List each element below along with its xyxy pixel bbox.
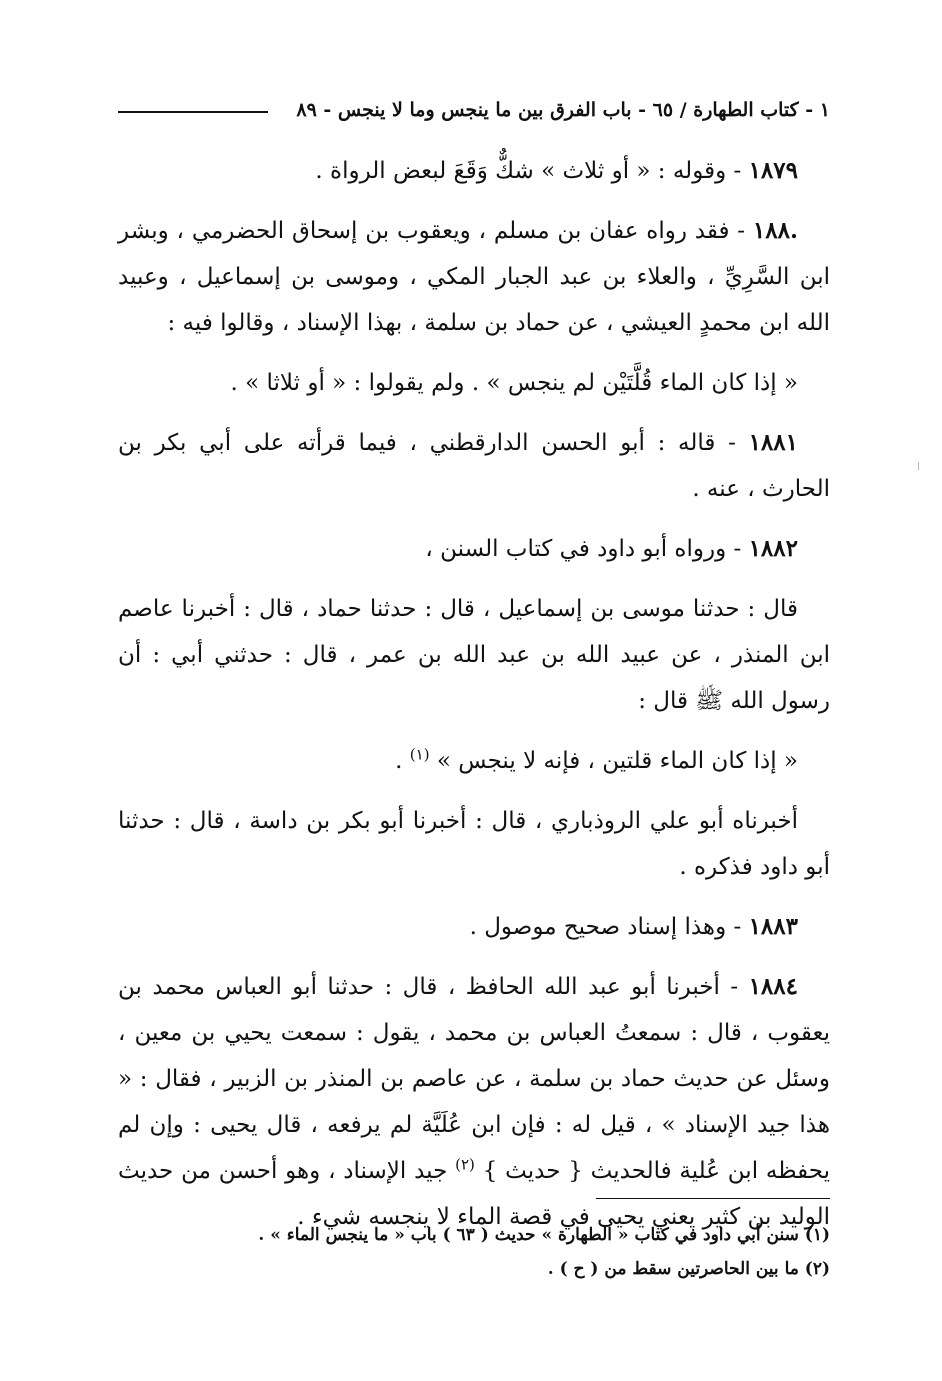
paragraph-text-tail: جيد الإسناد ، وهو أحسن من حديث الوليد بن كثير يعني يحيى في قصة الماء لا ينجسه شيء . [118, 1158, 830, 1230]
paragraph-1881 [118, 420, 830, 512]
quote-paragraph [118, 738, 830, 784]
footnote-rule [596, 1198, 830, 1199]
paragraph-1882 [118, 526, 830, 572]
hadith-number: ١٨٨٢ [748, 535, 798, 562]
paragraph-text-tail: . [395, 748, 410, 774]
isnad-paragraph [118, 586, 830, 724]
footnote-ref-1[interactable]: (١) [409, 745, 430, 764]
paragraph-text: قال : حدثنا موسى بن إسماعيل ، قال : حدثنا حماد ، قال : أخبرنا عاصم ابن المنذر ، عن عبيد الله بن عبد الله بن عمر ، قال : حدثني أبي : أن رسول الله ﷺ قال : [118, 596, 830, 714]
paragraph-1879 [118, 148, 830, 194]
paragraph-text: « إذا كان الماء قُلَّتَيْن لم ينجس » . ولم يقولوا : « أو ثلاثا » . [230, 370, 798, 396]
running-title: ١ - كتاب الطهارة / ٦٥ - باب الفرق بين ما ينجس وما لا ينجس - ٨٩ [296, 99, 830, 121]
paragraph-text: - فقد رواه عفان بن مسلم ، ويعقوب بن إسحاق الحضرمي ، وبشر ابن السَّرِيِّ ، والعلاء بن عبد الجبار المكي ، وموسى بن إسماعيل ، وعبيد الله ابن محمدٍ العيشي ، عن حماد بن سلمة ، بهذا الإسناد ، وقالوا فيه : [118, 218, 830, 336]
paragraph-text: - قاله : أبو الحسن الدارقطني ، فيما قرأته على أبي بكر بن الحارث ، عنه . [118, 430, 830, 502]
hadith-number: ١٨٨٤ [748, 973, 798, 1000]
paragraph-text: « إذا كان الماء قلتين ، فإنه لا ينجس » [429, 748, 798, 774]
paragraph-1883 [118, 904, 830, 950]
footnotes [118, 1218, 830, 1286]
footnote-ref-2[interactable]: (٢) [455, 1155, 475, 1174]
running-header [118, 92, 830, 128]
main-text [118, 148, 830, 1254]
paragraph-text: - ورواه أبو داود في كتاب السنن ، [425, 536, 749, 562]
header-rule [118, 111, 268, 113]
hadith-number: ١٨٧٩ [748, 157, 798, 184]
paragraph-text: - وقوله : « أو ثلاث » شكٌّ وَقَعَ لبعض الرواة . [315, 158, 749, 184]
paragraph-text: - أخبرنا أبو عبد الله الحافظ ، قال : حدثنا أبو العباس محمد بن يعقوب ، قال : سمعتُ العباس بن محمد ، يقول : سمعت يحيي بن معين ، وسئل عن حديث حماد بن سلمة ، عن عاصم بن المنذر بن الزبير ، فقال : « هذا جيد الإسناد » ، قيل له : فإن ابن عُلَيَّة لم يرفعه ، قال يحيى : وإن لم يحفظه ابن عُلية فالحديث { حديث } [118, 974, 830, 1184]
quote-paragraph [118, 360, 830, 406]
scan-mark [918, 462, 923, 470]
hadith-number: ١٨٨١ [748, 429, 798, 456]
footnote-2: (٢) ما بين الحاصرتين سقط من ( ح ) . [547, 1259, 830, 1279]
paragraph-text: - وهذا إسناد صحيح موصول . [469, 914, 749, 940]
hadith-number: ١٨٨٣ [748, 913, 798, 940]
hadith-number: .١٨٨ [752, 217, 798, 244]
paragraph-1880 [118, 208, 830, 346]
isnad-paragraph [118, 798, 830, 890]
paragraph-text: أخبرناه أبو علي الروذباري ، قال : أخبرنا أبو بكر بن داسة ، قال : حدثنا أبو داود فذكره . [118, 808, 830, 880]
footnote-1: (١) سنن أبي داود في كتاب « الطهارة » حديث ( ٦٣ ) باب « ما ينجس الماء » . [258, 1225, 830, 1245]
